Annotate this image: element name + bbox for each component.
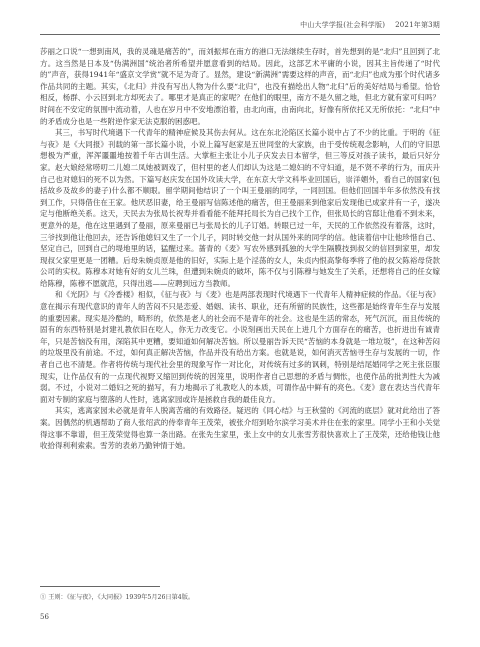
footnote [40,592,440,601]
footnote-marker: ① [40,594,47,601]
paragraph: 莎丽之口说“一想到南风，我的灵魂是痛苦的”，而刘振邦在南方的港口无法继续生存时，首先想到的是“北归”且回到了北方。这当然是日本及“伪满洲国”统治者所希望并愿意看到的结局。因此，这部艺术平庸的小说，因其主旨传递了“时代的”声音，获得1941年“盛京文学赏”就不足为奇了。显然，建设“新满洲”需要这样的声音，而“北归”也成为那个时代诸多作品共同的主题。其实，《北归》并没有写出人物为什么要“北归”，也没有描绘出人物“北归”后的美好结局与希望。恰恰相反，杨群、小云回到北方却死去了。哪里才是真正的家呢？在他们的眼里，南方不是久留之地，但北方就有家可归吗？时间在不安定的氛围中流动着，人也在岁月中不安地漂泊着，由北向南，由南向北，好像有所依托又无所依托：“北归”中的矛盾成分也是一些附逆作家无法克服的困惑吧。 [40,47,440,126]
header-rule [40,34,440,35]
footnote-rule [40,586,160,587]
paragraph: 其三，书写时代境遇下一代青年的精神症候及其伤去何从。这在东北沦陷区长篇小说中占了不少的比重。于明的《征与夜》是《大同报》刊载的第一部长篇小说，小说上篇写赵家是五世同堂的大家族，由于受传统观念影响，人们的守旧思想极为严重，浑浑噩噩地按着千年古训生活。大掌柜主张让小儿子庆发去日本留学，但三等反对孩子读书，最后只好分家。赵大娘经常唠叨二儿媳二凤她被调戏了，但村里的老人们却认为这是二媳妇的不守妇道，是不贤不孝的行为，而庆升自己也对媳妇的死不以为然。下篇写赵庆发在国外攻读大学，在东京大学文科毕业回国后，崇洋媚外，看自己的国家(包括故乡及故乡的妻子)什么都不顺眼。留学期间他结识了一个叫王曼丽的同学，一同回国。但他们回国半年多依然没有找到工作，只得借住在王家。他厌恶旧妻，给王曼丽写信陈述他的痛苦，但王曼丽来到他家后发现他已成家并有一子，遂决定与他断绝关系。这天，天民去为张局长祝寿并看看能不能拜托局长为自己找个工作，但张局长的官邸让他看不到未来，更意外的是，他在这里遇到了曼丽，原来曼丽已与张局长的儿子订婚。转眼已过一年，天民的工作依然没有着落，这时，三爷找到他让他回去，还告诉他媳妇又生了一个儿子，同时转交他一封从国外来的同学的信。他读着信中让他珍惜自己、坚定自己，回到自己的堤地里的话，猛醒过来。蔷青的《麦》写农外感到孤独的大学生隔膜技到叔父的信回到家里，却发现叔父家里更是一团糟。后母朱婉贞原是他的旧好，实际上是个淫荡的女人，朱贞内恨高挚每季将了他的叔父陈裕母贷款公司的实权。陈穆本对她有好的女儿兰珠，但遭到朱婉贞的破坏，陈不仅与引陈穆与她发生了关系，还想将自己的任女嫁给陈穆，陈穆不愿就范，只得出逃——应聘到远方当教师。 [40,128,440,288]
page-number: 56 [40,613,49,621]
paragraph: 和《光阴》与《冷香楼》相似，《征与夜》与《麦》也是两部表现时代境遇下一代青年人精神症候的作品。《征与夜》意在揭示有现代意识的青年人的苦闷不只是恋爱、婚姻、读书、职业，还有所留的民族性，这些都是始终青年生存与发展的重要因素。现实是冷酷的，畸形的，依然是老人的社会而不是青年的社会。这也是生活的常态，死气沉沉，而且传统的固有的东西特别是封建礼教依旧在吃人，你无力改变它。小说刻画出天民在上进几个方面存在的痛苦，也折进出有诚青年，只是苦恼没有用，深陷其中更糟，要知道如何解决苦恼。所以曼丽告诉天民“苦恼的本身就是一堆垃圾”，在这种苦闷的垃圾里没有前途。不过，如何真正解决苦恼，作品并没有给出方案。也就是说，如何消灭苦恼寻生存与发展的一切，作者自己也不清楚。作者将传统与现代社会里的现象写作一对比化，对传统有过多的讽刺，特别是结尾婚同学之死主张臣服现实，让作品仅有的一点现代视野又缩回到传统的因笼里，说明作者自己思想的矛盾与惆怅，也使作品的批判性大为减弱。不过，小说对二婚妇之死的描写，有力地揭示了礼教吃人的本质，可谓作品中鲜有的亮色。《麦》意在表达当代青年面对专制的家庭与堕落的人性时，逃离家园或许是拯救自我的最佳良方。 [40,290,440,404]
journal-title: 中山大学学报(社会科学版) [300,21,386,29]
footnote-text: 王则：《征与夜》，《大同报》1939年5月26日第4版。 [48,594,195,601]
running-header [40,20,440,30]
article-body [40,46,440,569]
journal-issue: 2021年第3期 [395,21,440,29]
paragraph: 其实，逃离家园未必就是青年人脱离苦痛的有效路径。疑迟的《同心结》与王秋萤的《河流的底层》就对此给出了答案。因偶然的机遇帮助了商人张绍武的侍奉青年王茂荣，被张介绍到哈尔滨学习美术并住在张的家里。同学小王和小关觉得这事不靠谱，但王茂荣觉得也算一条出路。在张先生家里，张上女中的女儿张雪芳很快喜欢上了王茂荣，还给他钱让他收拾得利利索索。雪芳的表弟乃勤钟情于她。 [40,406,440,451]
